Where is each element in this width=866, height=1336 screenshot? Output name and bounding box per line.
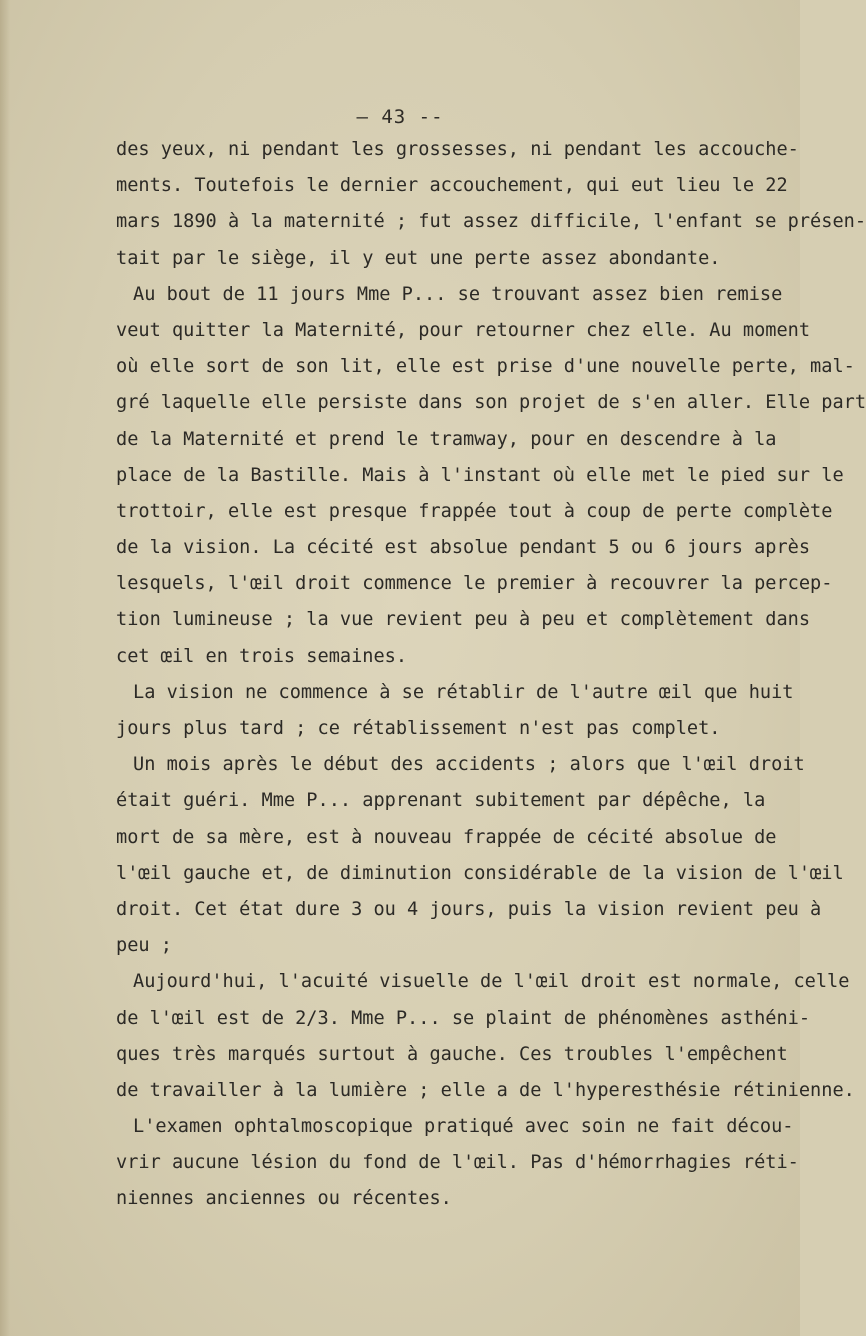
text-line: de la vision. La cécité est absolue pendant 5 ou 6 jours après (116, 537, 811, 559)
text-line: Un mois après le début des accidents ; alors que l'œil droit (133, 754, 805, 776)
text-line: ques très marqués surtout à gauche. Ces troubles l'empêchent (116, 1043, 788, 1065)
text-line: gré laquelle elle persiste dans son projet de s'en aller. Elle part (116, 392, 866, 414)
text-line: où elle sort de son lit, elle est prise d'une nouvelle perte, mal- (116, 356, 855, 378)
text-line: des yeux, ni pendant les grossesses, ni pendant les accouche- (116, 139, 799, 160)
text-line: de travailler à la lumière ; elle a de l'hyperesthésie rétinienne. (116, 1079, 855, 1101)
text-line: lesquels, l'œil droit commence le premier à recouvrer la percep- (116, 573, 833, 595)
text-line: l'œil gauche et, de diminution considérable de la vision de l'œil (116, 862, 844, 884)
text-line: Aujourd'hui, l'acuité visuelle de l'œil droit est normale, celle (133, 971, 850, 993)
text-line: mort de sa mère, est à nouveau frappée de cécité absolue de (116, 826, 777, 848)
text-line: Au bout de 11 jours Mme P... se trouvant assez bien remise (133, 283, 783, 305)
body-text (116, 132, 866, 1218)
text-line: de la Maternité et prend le tramway, pour en descendre à la (116, 428, 777, 450)
page-number: — 43 -- (356, 106, 444, 128)
text-line: cet œil en trois semaines. (116, 645, 408, 667)
text-line: place de la Bastille. Mais à l'instant où elle met le pied sur le (116, 464, 844, 486)
text-line: tion lumineuse ; la vue revient peu à peu et complètement dans (116, 609, 811, 631)
text-line: vrir aucune lésion du fond de l'œil. Pas d'hémorrhagies réti- (116, 1152, 799, 1174)
text-line: droit. Cet état dure 3 ou 4 jours, puis la vision revient peu à (116, 898, 822, 920)
text-line: L'examen ophtalmoscopique pratiqué avec soin ne fait décou- (133, 1116, 794, 1138)
text-line: niennes anciennes ou récentes. (116, 1188, 452, 1210)
text-line: peu ; (116, 935, 172, 957)
text-line: veut quitter la Maternité, pour retourner chez elle. Au moment (116, 319, 811, 341)
text-line: jours plus tard ; ce rétablissement n'est pas complet. (116, 718, 721, 739)
text-line: était guéri. Mme P... apprenant subitement par dépêche, la (116, 790, 766, 812)
text-line: La vision ne commence à se rétablir de l'autre œil que huit (133, 681, 794, 703)
text-line: trottoir, elle est presque frappée tout à coup de perte complète (116, 500, 833, 522)
text-line: tait par le siège, il y eut une perte assez abondante. (116, 247, 721, 269)
text-line: ments. Toutefois le dernier accouchement, qui eut lieu le 22 (116, 175, 788, 197)
text-line: de l'œil est de 2/3. Mme P... se plaint de phénomènes asthéni- (116, 1007, 811, 1029)
text-line: mars 1890 à la maternité ; fut assez difficile, l'enfant se présen- (116, 211, 866, 233)
page-binding-edge (0, 0, 10, 1336)
